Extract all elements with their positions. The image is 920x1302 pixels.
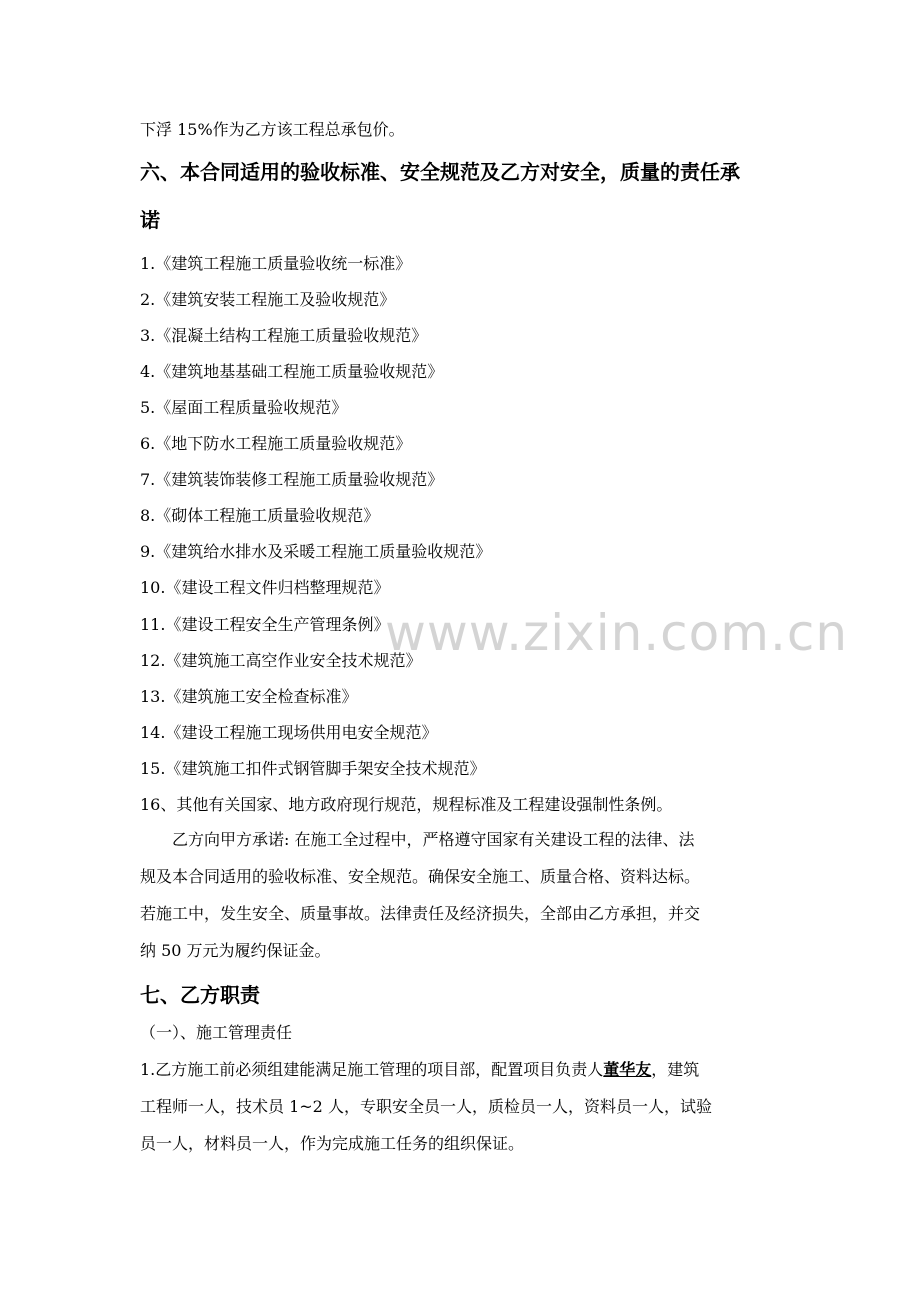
item1-line3: 员一人，材料员一人，作为完成施工任务的组织保证。 xyxy=(140,1134,525,1153)
standard-item: 14.《建设工程施工现场供用电安全规范》 xyxy=(140,723,438,742)
section6-title-line1: 六、本合同适用的验收标准、安全规范及乙方对安全，质量的责任承 xyxy=(140,160,740,184)
standard-item: 2.《建筑安装工程施工及验收规范》 xyxy=(140,290,396,309)
item1-text: 1.乙方施工前必须组建能满足施工管理的项目部，配置项目负责人 xyxy=(140,1060,604,1079)
commitment-line: 规及本合同适用的验收标准、安全规范。确保安全施工、质量合格、资料达标。 xyxy=(140,867,701,886)
intro-line: 下浮 15%作为乙方该工程总承包价。 xyxy=(140,120,405,139)
standard-item: 3.《混凝土结构工程施工质量验收规范》 xyxy=(140,326,428,345)
section7-subtitle: （一）、施工管理责任 xyxy=(140,1023,293,1042)
standard-item: 10.《建设工程文件归档整理规范》 xyxy=(140,578,390,597)
project-manager-name: 董华友 xyxy=(603,1060,652,1079)
standard-item: 5.《屋面工程质量验收规范》 xyxy=(140,398,348,417)
standard-item: 12.《建筑施工高空作业安全技术规范》 xyxy=(140,651,422,670)
item1-line1 xyxy=(140,1060,699,1080)
standard-item: 9.《建筑给水排水及采暖工程施工质量验收规范》 xyxy=(140,542,492,561)
commitment-line: 若施工中，发生安全、质量事故。法律责任及经济损失，全部由乙方承担，并交 xyxy=(140,904,701,923)
item1-text-tail: ，建筑 xyxy=(651,1060,700,1079)
watermark: www.zixin.com.cn xyxy=(385,604,849,662)
standard-item: 1.《建筑工程施工质量验收统一标准》 xyxy=(140,254,412,273)
standard-item: 7.《建筑装饰装修工程施工质量验收规范》 xyxy=(140,470,444,489)
item1-line2: 工程师一人，技术员 1~2 人，专职安全员一人，质检员一人，资料员一人，试验 xyxy=(140,1097,712,1116)
standard-item: 8.《砌体工程施工质量验收规范》 xyxy=(140,506,380,525)
standard-item: 11.《建设工程安全生产管理条例》 xyxy=(140,615,390,634)
section7-title: 七、乙方职责 xyxy=(140,983,260,1007)
standard-item: 16、其他有关国家、地方政府现行规范，规程标准及工程建设强制性条例。 xyxy=(140,795,673,814)
standard-item: 6.《地下防水工程施工质量验收规范》 xyxy=(140,434,412,453)
section6-title-line2: 诺 xyxy=(140,208,160,232)
standard-item: 13.《建筑施工安全检查标准》 xyxy=(140,687,358,706)
commitment-line: 纳 50 万元为履约保证金。 xyxy=(140,941,331,960)
standard-item: 15.《建筑施工扣件式钢管脚手架安全技术规范》 xyxy=(140,759,486,778)
standard-item: 4.《建筑地基基础工程施工质量验收规范》 xyxy=(140,362,444,381)
commitment-line: 乙方向甲方承诺: 在施工全过程中，严格遵守国家有关建设工程的法律、法 xyxy=(172,830,695,849)
